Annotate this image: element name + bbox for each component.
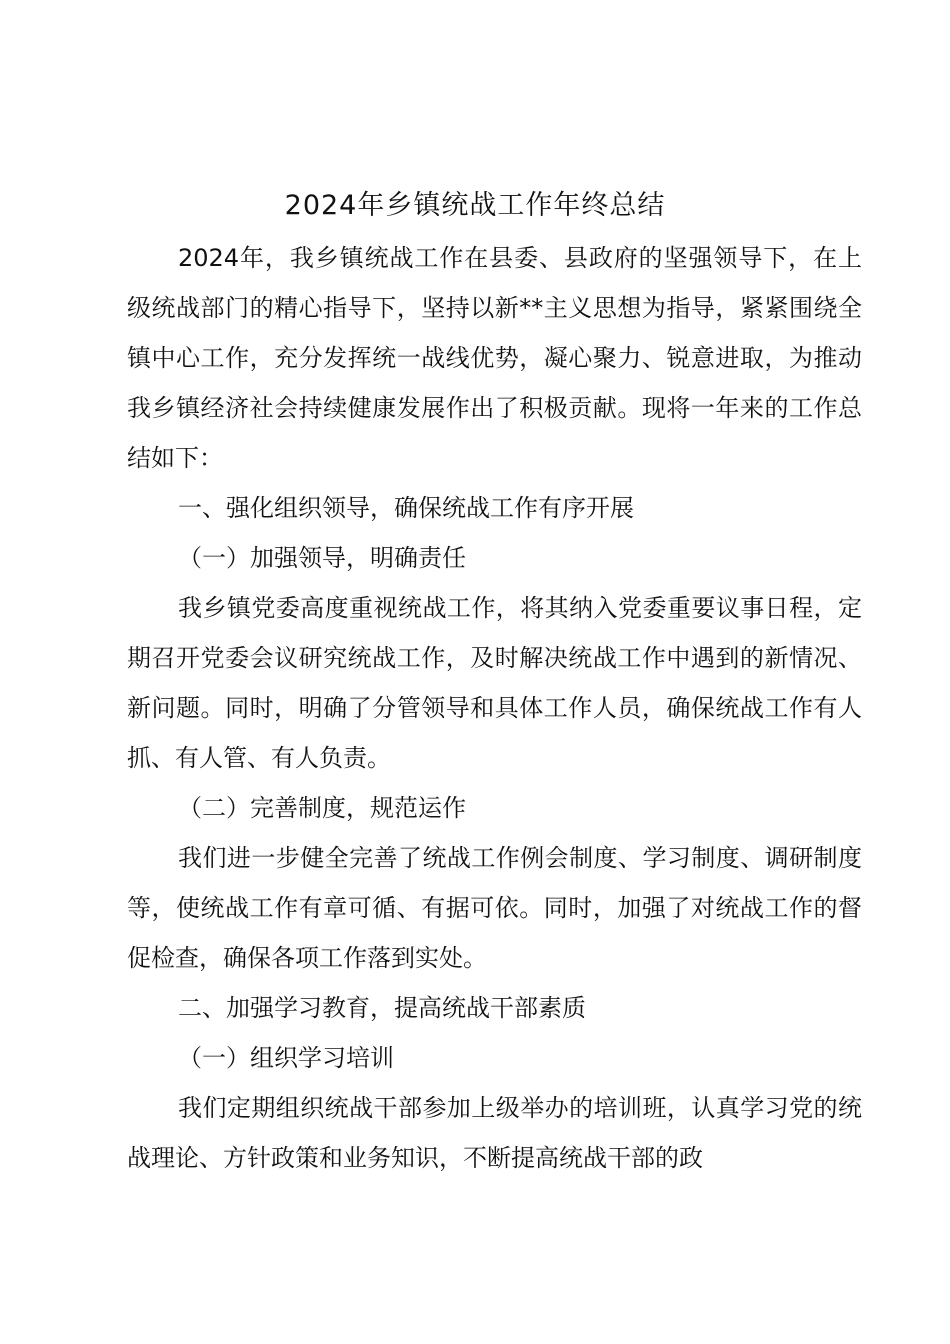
body-paragraph: 我们定期组织统战干部参加上级举办的培训班，认真学习党的统战理论、方针政策和业务知识，不断提高统战干部的政 <box>127 1094 862 1172</box>
section-heading-2: 二、加强学习教育，提高统战干部素质 <box>178 994 586 1022</box>
subsection-heading-1-1: （一）加强领导，明确责任 <box>178 544 466 572</box>
document-title: 2024年乡镇统战工作年终总结 <box>284 190 666 221</box>
document-body <box>127 233 862 1183</box>
section-heading-1: 一、强化组织领导，确保统战工作有序开展 <box>178 494 634 522</box>
body-paragraph: 我乡镇党委高度重视统战工作，将其纳入党委重要议事日程，定期召开党委会议研究统战工作，及时解决统战工作中遇到的新情况、新问题。同时，明确了分管领导和具体工作人员，确保统战工作有人抓、有人管、有人负责。 <box>127 594 862 772</box>
subsection-heading-1-2: （二）完善制度，规范运作 <box>178 794 466 822</box>
subsection-heading-2-1: （一）组织学习培训 <box>178 1044 394 1072</box>
intro-paragraph: 2024年，我乡镇统战工作在县委、县政府的坚强领导下，在上级统战部门的精心指导下，坚持以新**主义思想为指导，紧紧围绕全镇中心工作，充分发挥统一战线优势，凝心聚力、锐意进取，为推动我乡镇经济社会持续健康发展作出了积极贡献。现将一年来的工作总结如下： <box>127 244 862 472</box>
body-paragraph: 我们进一步健全完善了统战工作例会制度、学习制度、调研制度等，使统战工作有章可循、有据可依。同时，加强了对统战工作的督促检查，确保各项工作落到实处。 <box>127 844 862 972</box>
